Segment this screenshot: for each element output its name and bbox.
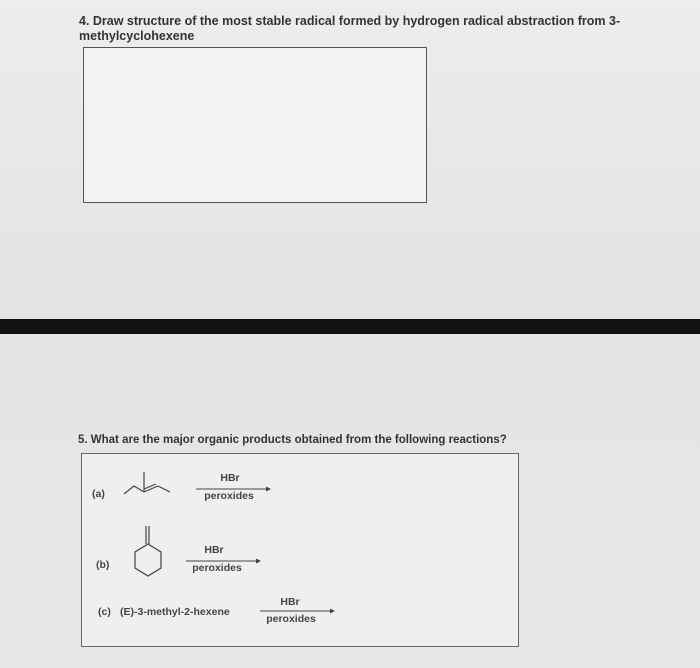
reaction-a-alkene-structure — [120, 466, 174, 498]
reaction-a-label: (a) — [92, 488, 105, 500]
reaction-c-label: (c) — [98, 606, 111, 618]
section-divider — [0, 319, 700, 334]
reaction-b-reagent-hbr: HBr — [204, 544, 224, 556]
reaction-b-reagent-peroxides: peroxides — [192, 562, 242, 574]
reaction-a-reagent-peroxides: peroxides — [204, 490, 254, 502]
reactions-box — [81, 453, 519, 647]
answer-box[interactable] — [83, 47, 427, 203]
reaction-c-reagent-hbr: HBr — [280, 596, 300, 608]
reaction-a-reagent-hbr: HBr — [220, 472, 240, 484]
question-5-text: 5. What are the major organic products obtained from the following reactions? — [78, 434, 507, 446]
reaction-c-reagent-peroxides: peroxides — [266, 613, 316, 625]
reaction-c-substrate: (E)-3-methyl-2-hexene — [120, 606, 230, 618]
reaction-b-label: (b) — [96, 559, 110, 571]
question-4-text: 4. Draw structure of the most stable radical formed by hydrogen radical abstraction from 3-methylcyclohexene — [79, 14, 621, 43]
reaction-b-methylenecyclohexane-structure — [128, 524, 168, 584]
